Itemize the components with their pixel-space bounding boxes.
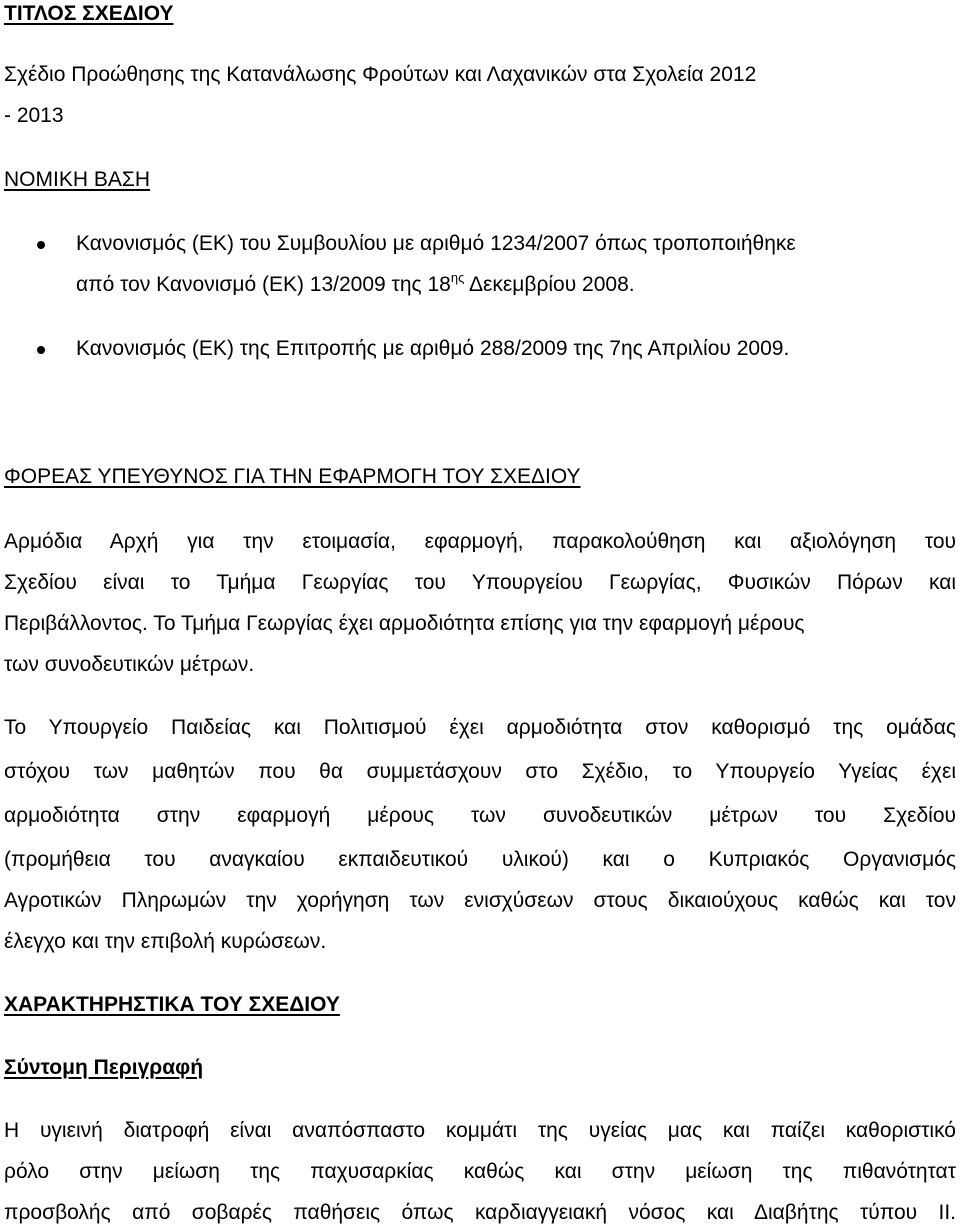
para3-line: ρόλο στην μείωση της παχυσαρκίας καθώς και στην μείωση της πιθανότητατ	[4, 1160, 956, 1183]
ordinal-suffix: ης	[450, 270, 465, 285]
legal-item-1-line-1: Κανονισμός (ΕΚ) του Συμβουλίου με αριθμό 1234/2007 όπως τροποποιήθηκε	[76, 232, 796, 255]
para3-line: Η υγιεινή διατροφή είναι αναπόσπαστο κομμάτι της υγείας μας και παίζει καθοριστικό	[4, 1119, 956, 1142]
para1-line: Αρμόδια Αρχή για την ετοιμασία, εφαρμογή, παρακολούθηση και αξιολόγηση του	[4, 530, 956, 553]
para1-line: Περιβάλλοντος. Το Τμήμα Γεωργίας έχει αρμοδιότητα επίσης για την εφαρμογή μέρους	[4, 612, 805, 635]
para2-line: έλεγχο και την επιβολή κυρώσεων.	[4, 930, 327, 953]
legal-item-1-line-2: από τον Κανονισμό (ΕΚ) 13/2009 της $18^{\eta\varsigma}$ Δεκεμβρίου 2008.	[76, 270, 635, 296]
legal-item-2-line-1: Κανονισμός (ΕΚ) της Επιτροπής με αριθμό 288/2009 της 7ης Απριλίου 2009.	[76, 337, 790, 360]
para2-line: αρμοδιότητα στην εφαρμογή μέρους των συνοδευτικών μέτρων του Σχεδίου	[4, 804, 956, 827]
para2-line: στόχου των μαθητών που θα συμμετάσχουν στο Σχέδιο, το Υπουργείο Υγείας έχει	[4, 760, 956, 783]
responsible-body-heading: ΦΟΡΕΑΣ ΥΠΕΥΘΥΝΟΣ ΓΙΑ ΤΗΝ ΕΦΑΡΜΟΓΗ ΤΟΥ ΣΧΕΔΙΟΥ	[4, 465, 581, 488]
para3-line: προσβολής από σοβαρές παθήσεις όπως καρδιαγγειακή νόσος και Διαβήτης τύπου ΙΙ.	[4, 1201, 956, 1224]
bullet-icon	[37, 346, 45, 354]
short-description-heading: Σύντομη Περιγραφή	[4, 1056, 204, 1079]
para2-line: (προμήθεια του αναγκαίου εκπαιδευτικού υλικού) και ο Κυπριακός Οργανισμός	[4, 848, 956, 871]
para2-line: Το Υπουργείο Παιδείας και Πολιτισμού έχει αρμοδιότητα στον καθορισμό της ομάδας	[4, 716, 956, 739]
para1-line: Σχεδίου είναι το Τμήμα Γεωργίας του Υπουργείου Γεωργίας, Φυσικών Πόρων και	[4, 571, 956, 594]
title-line-1: Σχέδιο Προώθησης της Κατανάλωσης Φρούτων και Λαχανικών στα Σχολεία 2012	[4, 63, 757, 86]
plan-features-heading: ΧΑΡΑΚΤΗΡΗΣΤΙΚΑ ΤΟΥ ΣΧΕΔΙΟΥ	[4, 993, 340, 1016]
legal-basis-heading: ΝΟΜΙΚΗ ΒΑΣΗ	[4, 168, 150, 191]
para2-line: Αγροτικών Πληρωμών την χορήγηση των ενισχύσεων στους δικαιούχους καθώς και τον	[4, 889, 956, 912]
bullet-icon	[37, 241, 45, 249]
title-heading: ΤΙΤΛΟΣ ΣΧΕΔΙΟΥ	[4, 2, 174, 25]
para1-line: των συνοδευτικών μέτρων.	[4, 653, 255, 676]
title-line-2: - 2013	[4, 104, 64, 127]
